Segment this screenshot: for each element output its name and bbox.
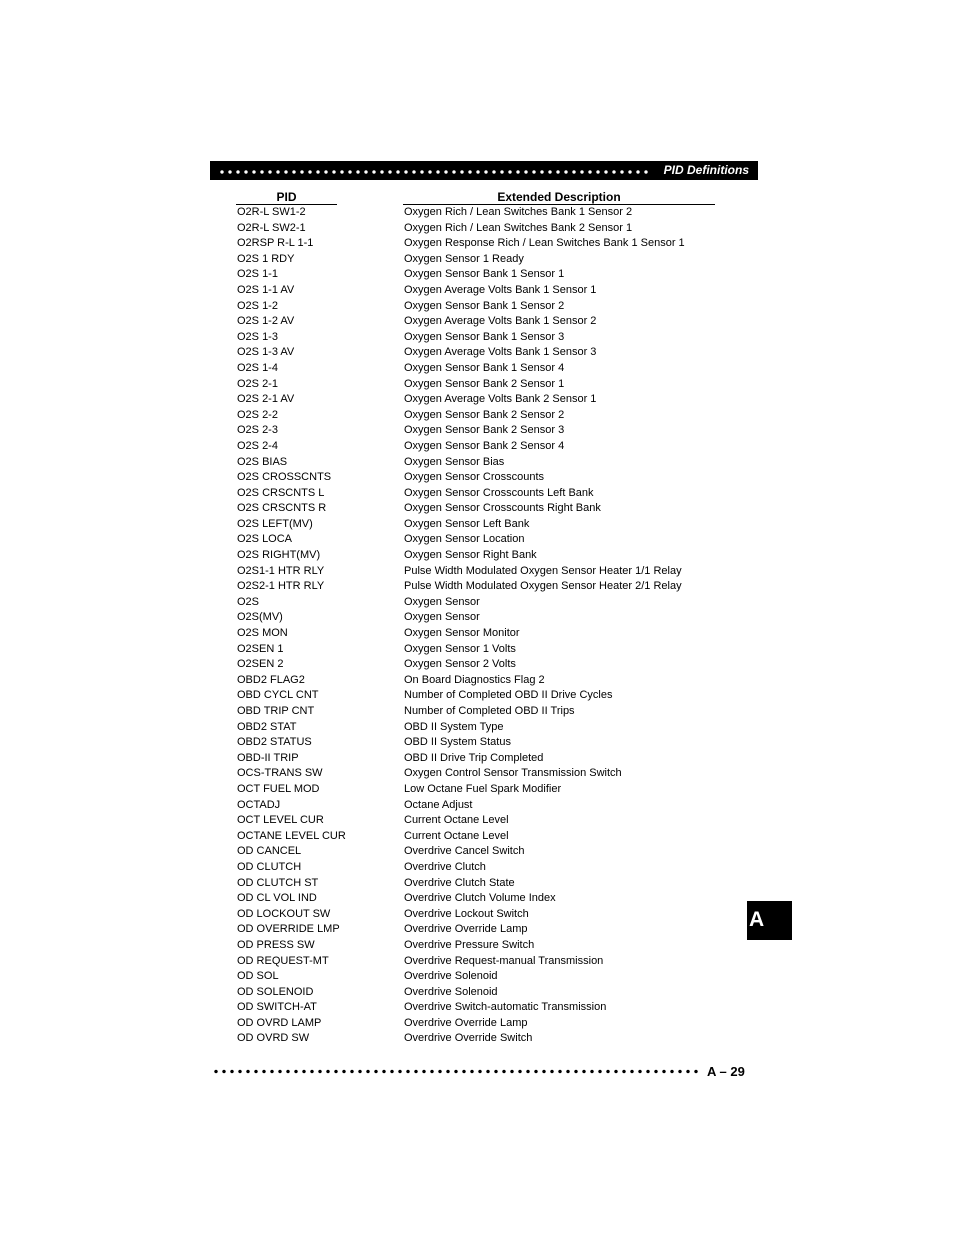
pid-description: On Board Diagnostics Flag 2 [404, 673, 545, 686]
pid-code: O2R-L SW1-2 [237, 206, 306, 218]
table-row [237, 1016, 717, 1032]
table-row [237, 1000, 717, 1016]
pid-code: OD SOL [237, 970, 279, 983]
pid-code: O2RSP R-L 1-1 [237, 237, 314, 250]
pid-code: O2S 2-1 AV [237, 393, 295, 406]
table-row [237, 299, 717, 315]
pid-code: OD SOLENOID [237, 985, 314, 998]
pid-code: OCT FUEL MOD [237, 782, 320, 795]
pid-code: O2S RIGHT(MV) [237, 549, 321, 562]
pid-code: OCT LEVEL CUR [237, 814, 324, 827]
pid-code: O2S 1-2 AV [237, 315, 295, 328]
pid-code: O2S [237, 595, 260, 608]
pid-description: Pulse Width Modulated Oxygen Sensor Heater 1/1 Relay [404, 564, 682, 577]
pid-description: Oxygen Sensor Bank 1 Sensor 2 [404, 299, 565, 312]
table-row [237, 751, 717, 767]
pid-description: Overdrive Override Lamp [404, 923, 528, 936]
table-row [237, 642, 717, 658]
table-row [237, 704, 717, 720]
pid-description: Oxygen Response Rich / Lean Switches Bank 1 Sensor 1 [404, 237, 685, 250]
pid-description: Overdrive Solenoid [404, 985, 498, 998]
pid-description: Overdrive Clutch [404, 860, 486, 873]
table-row [237, 455, 717, 471]
footer-dot-leader [212, 1069, 700, 1074]
pid-code: OCTANE LEVEL CUR [237, 829, 346, 842]
pid-code: OBD2 STAT [237, 720, 297, 733]
table-row [237, 1031, 717, 1047]
pid-description: Octane Adjust [404, 798, 473, 811]
pid-description: Oxygen Average Volts Bank 1 Sensor 2 [404, 315, 597, 328]
pid-code: O2S CRSCNTS L [237, 486, 325, 499]
pid-code: O2S1-1 HTR RLY [237, 564, 325, 577]
header-dot-leader [218, 170, 652, 174]
pid-description: Oxygen Sensor Bias [404, 455, 505, 468]
table-row [237, 408, 717, 424]
table-row [237, 517, 717, 533]
pid-description: Oxygen Sensor Crosscounts [404, 471, 545, 484]
table-row [237, 610, 717, 626]
table-row [237, 361, 717, 377]
pid-code: OD CL VOL IND [237, 892, 317, 905]
pid-description: Oxygen Control Sensor Transmission Switch [404, 767, 622, 780]
pid-description: Oxygen Sensor Crosscounts Right Bank [404, 502, 601, 515]
pid-description: OBD II Drive Trip Completed [404, 751, 544, 764]
pid-code: O2S 1-1 [237, 268, 278, 281]
pid-description: Overdrive Override Lamp [404, 1016, 528, 1029]
pid-description: Overdrive Lockout Switch [404, 907, 529, 920]
appendix-tab-label: A [749, 908, 765, 931]
pid-code: O2S 1 RDY [237, 252, 295, 265]
table-row [237, 439, 717, 455]
table-row [237, 501, 717, 517]
pid-description: Oxygen Sensor Bank 2 Sensor 4 [404, 439, 565, 452]
pid-description: OBD II System Type [404, 720, 504, 733]
pid-code: O2S LEFT(MV) [237, 517, 313, 530]
pid-description: Oxygen Sensor 1 Ready [404, 252, 524, 265]
pid-description: Overdrive Solenoid [404, 970, 498, 983]
description-column-header: Extended Description [403, 190, 715, 205]
pid-code: O2S 2-1 [237, 377, 278, 390]
pid-description: Overdrive Pressure Switch [404, 938, 535, 951]
pid-description: Current Octane Level [404, 814, 509, 827]
pid-code: O2S MON [237, 627, 288, 640]
pid-code: OD CLUTCH ST [237, 876, 319, 889]
table-row [237, 720, 717, 736]
pid-column-header: PID [236, 190, 337, 205]
pid-code: O2R-L SW2-1 [237, 221, 306, 234]
pid-code: O2S2-1 HTR RLY [237, 580, 325, 593]
pid-description: Oxygen Sensor Bank 2 Sensor 1 [404, 377, 565, 390]
table-row [237, 657, 717, 673]
pid-code: O2S 1-4 [237, 361, 278, 374]
table-row [237, 221, 717, 237]
pid-code: O2S 1-3 AV [237, 346, 295, 359]
pid-description: Oxygen Sensor Bank 2 Sensor 3 [404, 424, 565, 437]
section-title: PID Definitions [663, 163, 749, 177]
pid-code: O2S LOCA [237, 533, 293, 546]
table-row [237, 876, 717, 892]
table-row [237, 907, 717, 923]
pid-code: O2S 1-2 [237, 299, 278, 312]
table-row [237, 564, 717, 580]
pid-description: Oxygen Rich / Lean Switches Bank 1 Sensor 2 [404, 206, 633, 218]
table-row [237, 954, 717, 970]
table-row [237, 688, 717, 704]
pid-code: OD OVRD LAMP [237, 1016, 322, 1029]
table-row [237, 330, 717, 346]
pid-code: O2S 1-1 AV [237, 283, 295, 296]
pid-description: Oxygen Average Volts Bank 2 Sensor 1 [404, 393, 597, 406]
pid-code: O2SEN 2 [237, 658, 284, 671]
pid-code: O2S CRSCNTS R [237, 502, 327, 515]
pid-code: OD OVRD SW [237, 1032, 310, 1045]
pid-description: Oxygen Sensor Bank 1 Sensor 4 [404, 361, 565, 374]
pid-code: O2S 1-3 [237, 330, 278, 343]
pid-description: Oxygen Average Volts Bank 1 Sensor 1 [404, 283, 597, 296]
pid-description: Oxygen Sensor Monitor [404, 627, 520, 640]
table-row [237, 798, 717, 814]
pid-code: OD CANCEL [237, 845, 302, 858]
pid-code: OD LOCKOUT SW [237, 907, 331, 920]
table-row [237, 579, 717, 595]
pid-description: Oxygen Average Volts Bank 1 Sensor 3 [404, 346, 597, 359]
pid-code: OBD CYCL CNT [237, 689, 319, 702]
pid-description: OBD II System Status [404, 736, 511, 749]
table-row [237, 314, 717, 330]
pid-code: O2SEN 1 [237, 642, 284, 655]
pid-description: Oxygen Sensor Bank 2 Sensor 2 [404, 408, 565, 421]
pid-description: Number of Completed OBD II Drive Cycles [404, 689, 613, 702]
pid-description: Overdrive Clutch State [404, 876, 515, 889]
pid-description: Oxygen Sensor Bank 1 Sensor 1 [404, 268, 565, 281]
pid-description: Overdrive Request-manual Transmission [404, 954, 604, 967]
table-row [237, 673, 717, 689]
pid-code: OD REQUEST-MT [237, 954, 329, 967]
table-row [237, 470, 717, 486]
table-row [237, 735, 717, 751]
pid-description: Oxygen Sensor Location [404, 533, 525, 546]
table-row [237, 782, 717, 798]
table-row [237, 969, 717, 985]
table-row [237, 548, 717, 564]
pid-code: O2S 2-4 [237, 439, 278, 452]
pid-description: Oxygen Sensor Right Bank [404, 549, 537, 562]
table-row [237, 377, 717, 393]
pid-description: Oxygen Sensor 2 Volts [404, 658, 516, 671]
pid-description: Oxygen Sensor 1 Volts [404, 642, 516, 655]
pid-description: Overdrive Cancel Switch [404, 845, 525, 858]
pid-description: Oxygen Sensor [404, 595, 480, 608]
pid-description: Overdrive Clutch Volume Index [404, 892, 556, 905]
table-row [237, 345, 717, 361]
table-row [237, 392, 717, 408]
table-row [237, 938, 717, 954]
table-row [237, 626, 717, 642]
pid-description: Oxygen Sensor Left Bank [404, 517, 530, 530]
pid-code: OCS-TRANS SW [237, 767, 323, 780]
pid-description: Number of Completed OBD II Trips [404, 705, 575, 717]
pid-code: OD OVERRIDE LMP [237, 923, 340, 936]
table-row [237, 267, 717, 283]
pid-description: Pulse Width Modulated Oxygen Sensor Heater 2/1 Relay [404, 580, 682, 593]
pid-code: O2S 2-3 [237, 424, 278, 437]
table-row [237, 985, 717, 1001]
page-number: A – 29 [707, 1064, 745, 1079]
table-row [237, 813, 717, 829]
pid-code: OD CLUTCH [237, 860, 302, 873]
appendix-tab [747, 901, 792, 940]
table-row [237, 860, 717, 876]
pid-code: OD PRESS SW [237, 938, 315, 951]
pid-description: Oxygen Sensor Crosscounts Left Bank [404, 486, 594, 499]
table-row [237, 891, 717, 907]
pid-description: Oxygen Rich / Lean Switches Bank 2 Sensor 1 [404, 221, 633, 234]
pid-description: Overdrive Switch-automatic Transmission [404, 1001, 607, 1014]
pid-code: OBD2 STATUS [237, 736, 312, 749]
pid-code: O2S CROSSCNTS [237, 471, 332, 484]
pid-code: O2S(MV) [237, 611, 283, 624]
table-row [237, 922, 717, 938]
table-row [237, 423, 717, 439]
table-row [237, 486, 717, 502]
pid-code: O2S 2-2 [237, 408, 278, 421]
table-row [237, 236, 717, 252]
pid-description: Oxygen Sensor [404, 611, 480, 624]
table-row [237, 595, 717, 611]
pid-definitions-table [237, 205, 717, 1047]
section-header-bar [210, 161, 758, 180]
pid-code: OBD2 FLAG2 [237, 673, 305, 686]
table-row [237, 844, 717, 860]
table-row [237, 829, 717, 845]
pid-description: Overdrive Override Switch [404, 1032, 533, 1045]
pid-code: OBD-II TRIP [237, 751, 299, 764]
table-row [237, 766, 717, 782]
table-row [237, 532, 717, 548]
pid-code: O2S BIAS [237, 455, 288, 468]
pid-description: Low Octane Fuel Spark Modifier [404, 782, 562, 795]
pid-code: OBD TRIP CNT [237, 705, 315, 717]
table-row [237, 252, 717, 268]
table-row [237, 283, 717, 299]
pid-code: OD SWITCH-AT [237, 1001, 317, 1014]
pid-description: Oxygen Sensor Bank 1 Sensor 3 [404, 330, 565, 343]
pid-code: OCTADJ [237, 798, 281, 811]
table-row [237, 205, 717, 221]
pid-description: Current Octane Level [404, 829, 509, 842]
